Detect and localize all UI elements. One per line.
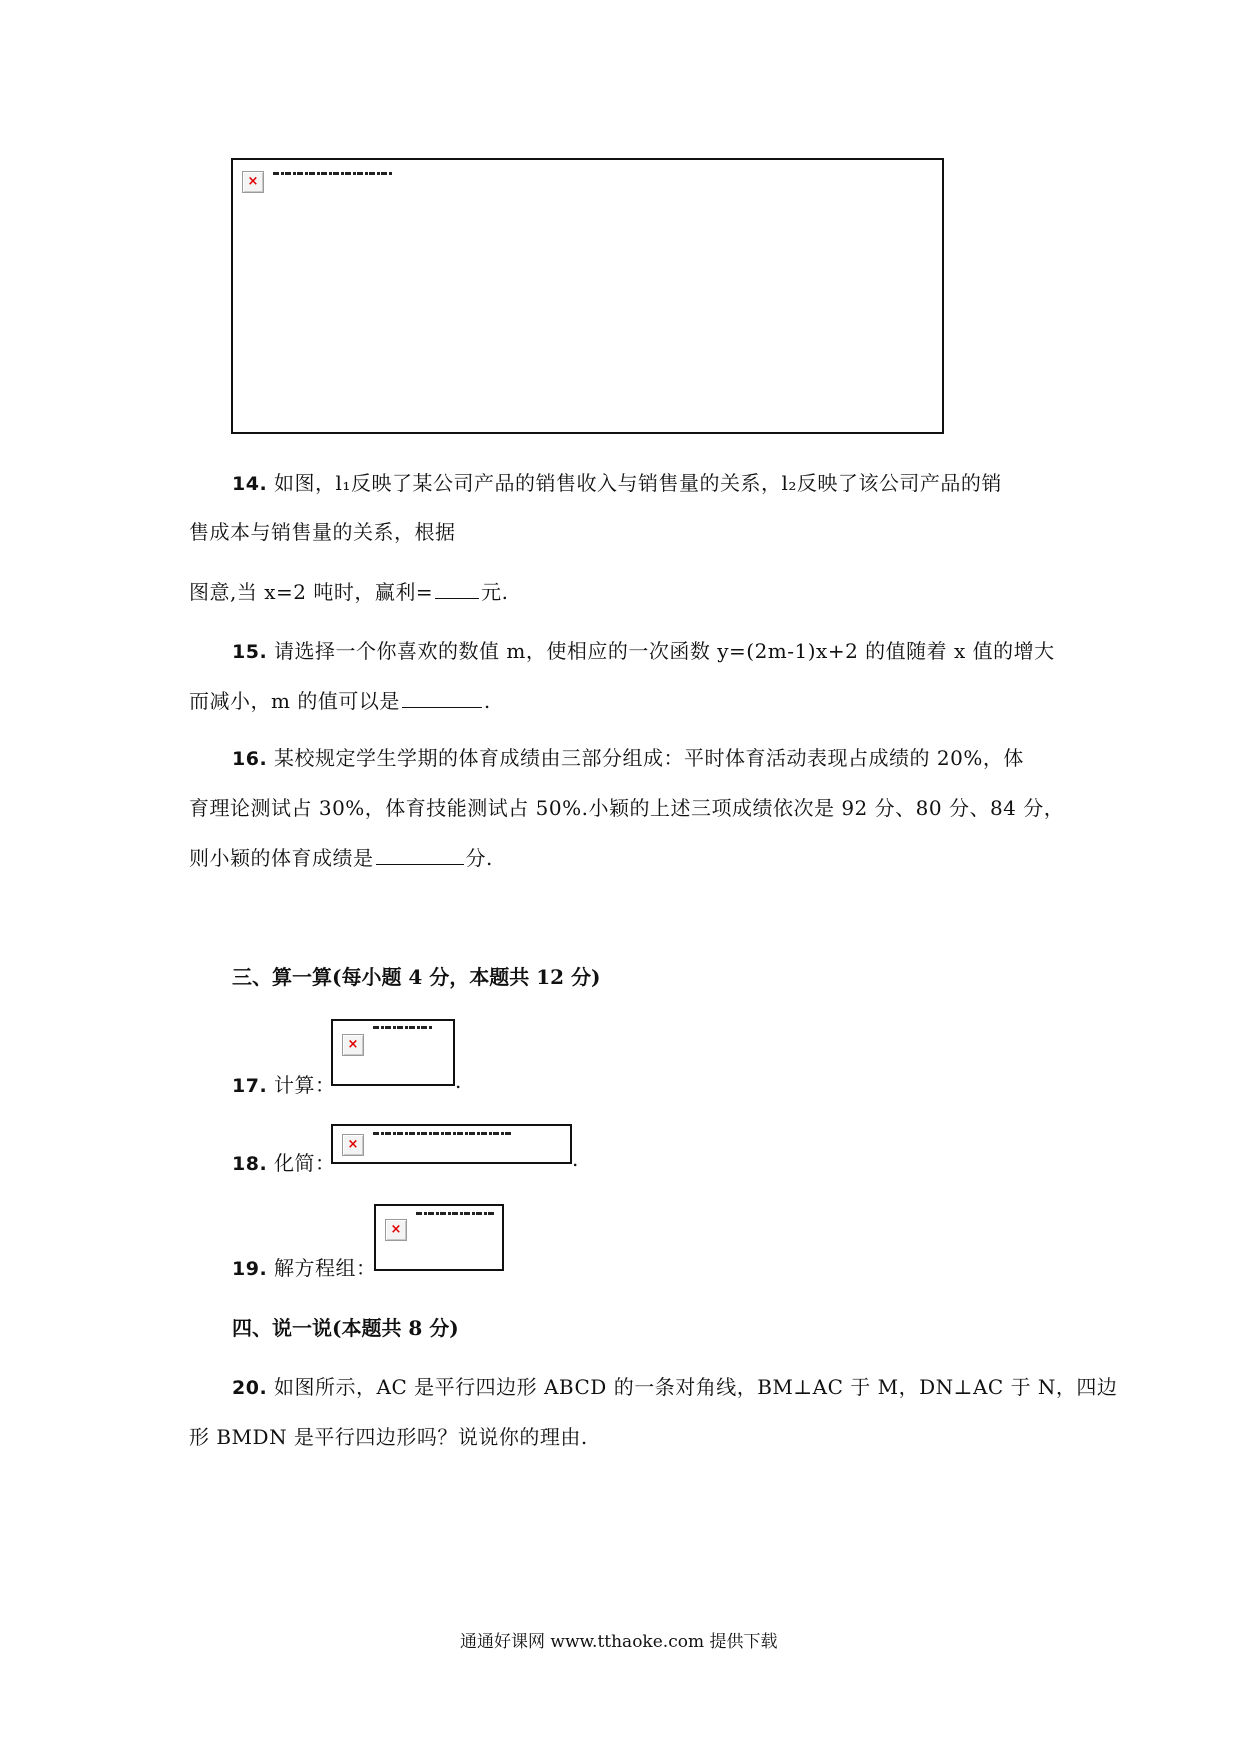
q20-number: 20. [232, 1377, 268, 1399]
answer-blank[interactable] [435, 580, 479, 599]
formula-placeholder-q19 [374, 1204, 504, 1271]
q15-line2: 而减小，m 的值可以是 . [189, 689, 491, 713]
q16-number: 16. [232, 748, 268, 770]
broken-image-icon: × [385, 1219, 407, 1241]
broken-image-icon: × [342, 1134, 364, 1156]
q17-tail: . [455, 1069, 462, 1093]
section-4-heading: 四、说一说(本题共 8 分) [232, 1316, 459, 1340]
q19-number: 19. [232, 1258, 268, 1280]
q14-line1: 14. 如图，l₁反映了某公司产品的销售收入与销售量的关系，l₂反映了该公司产品的销 [232, 471, 1002, 495]
answer-blank[interactable] [376, 846, 464, 865]
broken-image-alt-text [416, 1212, 496, 1215]
q18-number: 18. [232, 1153, 268, 1175]
section-3-heading: 三、算一算(每小题 4 分，本题共 12 分) [232, 965, 601, 989]
q14-line3: 图意,当 x=2 吨时，赢利= 元. [189, 580, 509, 604]
q16-line3: 则小颖的体育成绩是 分. [189, 846, 493, 870]
q18-line: 18. 化简： [232, 1151, 336, 1175]
broken-image-alt-text [373, 1026, 433, 1029]
broken-image-icon: × [342, 1034, 364, 1056]
broken-image-icon: × [242, 171, 264, 193]
q14-number: 14. [232, 473, 268, 495]
q14-line2: 售成本与销售量的关系，根据 [189, 520, 456, 544]
q18-tail: . [572, 1147, 579, 1171]
formula-placeholder-q18 [331, 1124, 572, 1164]
q19-line: 19. 解方程组： [232, 1256, 377, 1280]
footer-credit: 通通好课网 www.tthaoke.com 提供下载 [460, 1632, 778, 1652]
broken-image-alt-text [273, 172, 393, 175]
q16-line1: 16. 某校规定学生学期的体育成绩由三部分组成：平时体育活动表现占成绩的 20%，体 [232, 746, 1024, 770]
q16-line2: 育理论测试占 30%，体育技能测试占 50%.小颖的上述三项成绩依次是 92 分、80 分、84 分， [189, 796, 1065, 820]
formula-placeholder-q17 [331, 1019, 455, 1086]
figure-placeholder-q14 [231, 158, 944, 434]
q20-line1: 20. 如图所示，AC 是平行四边形 ABCD 的一条对角线，BM⊥AC 于 M，DN⊥AC 于 N，四边 [232, 1375, 1118, 1399]
answer-blank[interactable] [402, 689, 482, 708]
q17-number: 17. [232, 1075, 268, 1097]
q17-line: 17. 计算： [232, 1073, 336, 1097]
broken-image-alt-text [373, 1132, 513, 1135]
q15-line1: 15. 请选择一个你喜欢的数值 m，使相应的一次函数 y=(2m-1)x+2 的值随着 x 值的增大 [232, 639, 1055, 663]
q15-number: 15. [232, 641, 268, 663]
q20-line2: 形 BMDN 是平行四边形吗？说说你的理由. [189, 1425, 588, 1449]
